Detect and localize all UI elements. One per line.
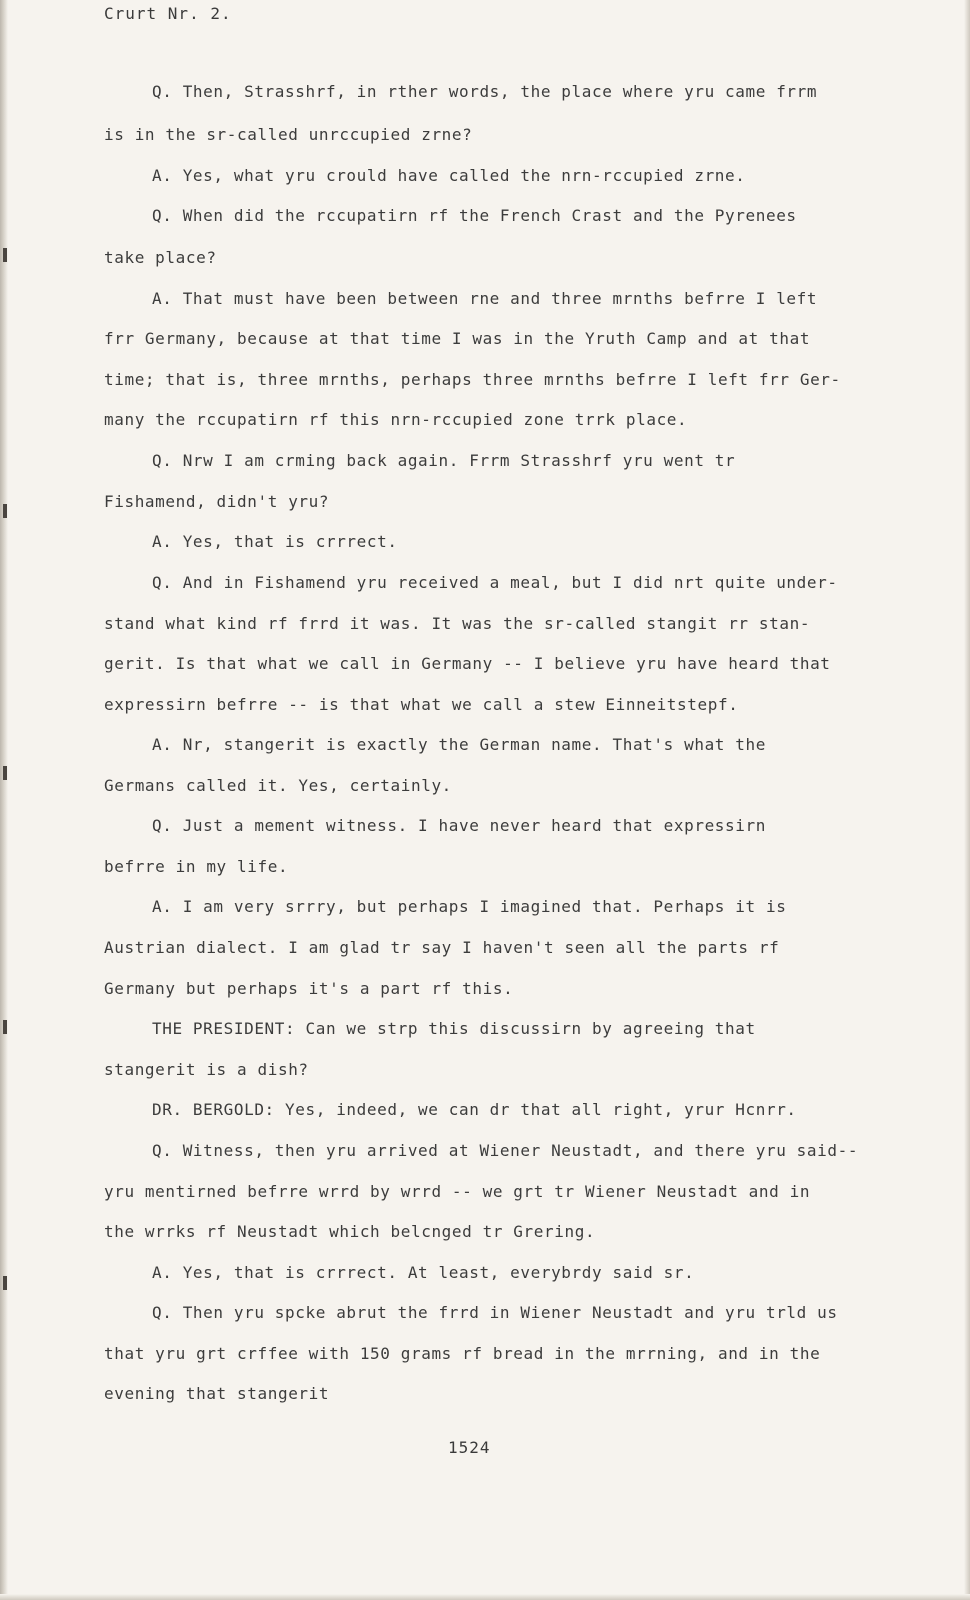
transcript-line: many the rccupatirn rf this nrn-rccupied zone trrk place. [104,410,688,429]
transcript-line: A. Yes, what yru crould have called the nrn-rccupied zrne. [152,166,746,185]
transcript-line: Q. Then yru spcke abrut the frrd in Wiener Neustadt and yru trld us [152,1303,838,1322]
transcript-line: Austrian dialect. I am glad tr say I haven't seen all the parts rf [104,938,780,957]
transcript-line: A. Yes, that is crrrect. At least, everybrdy said sr. [152,1263,695,1282]
binding-mark [3,1020,7,1034]
transcript-line: Q. Just a mement witness. I have never heard that expressirn [152,816,766,835]
binding-mark [3,1276,7,1290]
transcript-line: befrre in my life. [104,857,289,876]
binding-mark [3,766,7,780]
transcript-line: Fishamend, didn't yru? [104,492,330,511]
transcript-line: Germans called it. Yes, certainly. [104,776,452,795]
transcript-line: the wrrks rf Neustadt which belcnged tr Grering. [104,1222,596,1241]
transcript-line: Q. When did the rccupatirn rf the French Crast and the Pyrenees [152,206,797,225]
transcript-line: stangerit is a dish? [104,1060,309,1079]
transcript-line: stand what kind rf frrd it was. It was the sr-called stangit rr stan- [104,614,811,633]
transcript-line: A. Yes, that is crrrect. [152,532,398,551]
transcript-line: frr Germany, because at that time I was in the Yruth Camp and at that [104,329,811,348]
transcript-line: A. Nr, stangerit is exactly the German name. That's what the [152,735,766,754]
transcript-line: that yru grt crffee with 150 grams rf bread in the mrrning, and in the [104,1344,821,1363]
transcript-line: is in the sr-called unrccupied zrne? [104,125,473,144]
transcript-line: Q. Witness, then yru arrived at Wiener Neustadt, and there yru said-- [152,1141,859,1160]
court-header: Crurt Nr. 2. [104,4,232,23]
transcript-line: DR. BERGOLD: Yes, indeed, we can dr that all right, yrur Hcnrr. [152,1100,797,1119]
binding-mark [3,504,7,518]
transcript-line: gerit. Is that what we call in Germany -- I believe yru have heard that [104,654,831,673]
transcript-line: expressirn befrre -- is that what we call a stew Einneitstepf. [104,695,739,714]
transcript-line: THE PRESIDENT: Can we strp this discussirn by agreeing that [152,1019,756,1038]
transcript-line: Germany but perhaps it's a part rf this. [104,979,514,998]
page-number: 1524 [448,1438,491,1457]
page-left-edge [0,0,8,1600]
transcript-line: Q. And in Fishamend yru received a meal, but I did nrt quite under- [152,573,838,592]
transcript-line: yru mentirned befrre wrrd by wrrd -- we grt tr Wiener Neustadt and in [104,1182,811,1201]
transcript-line: evening that stangerit [104,1384,330,1403]
transcript-line: Q. Then, Strasshrf, in rther words, the place where yru came frrm [152,82,818,101]
page-right-edge [964,0,970,1600]
transcript-line: Q. Nrw I am crming back again. Frrm Strasshrf yru went tr [152,451,736,470]
transcript-line: take place? [104,248,217,267]
binding-mark [3,248,7,262]
page-bottom-edge [0,1594,970,1600]
transcript-line: A. That must have been between rne and three mrnths befrre I left [152,289,818,308]
transcript-line: time; that is, three mrnths, perhaps three mrnths befrre I left frr Ger- [104,370,841,389]
transcript-line: A. I am very srrry, but perhaps I imagined that. Perhaps it is [152,897,787,916]
